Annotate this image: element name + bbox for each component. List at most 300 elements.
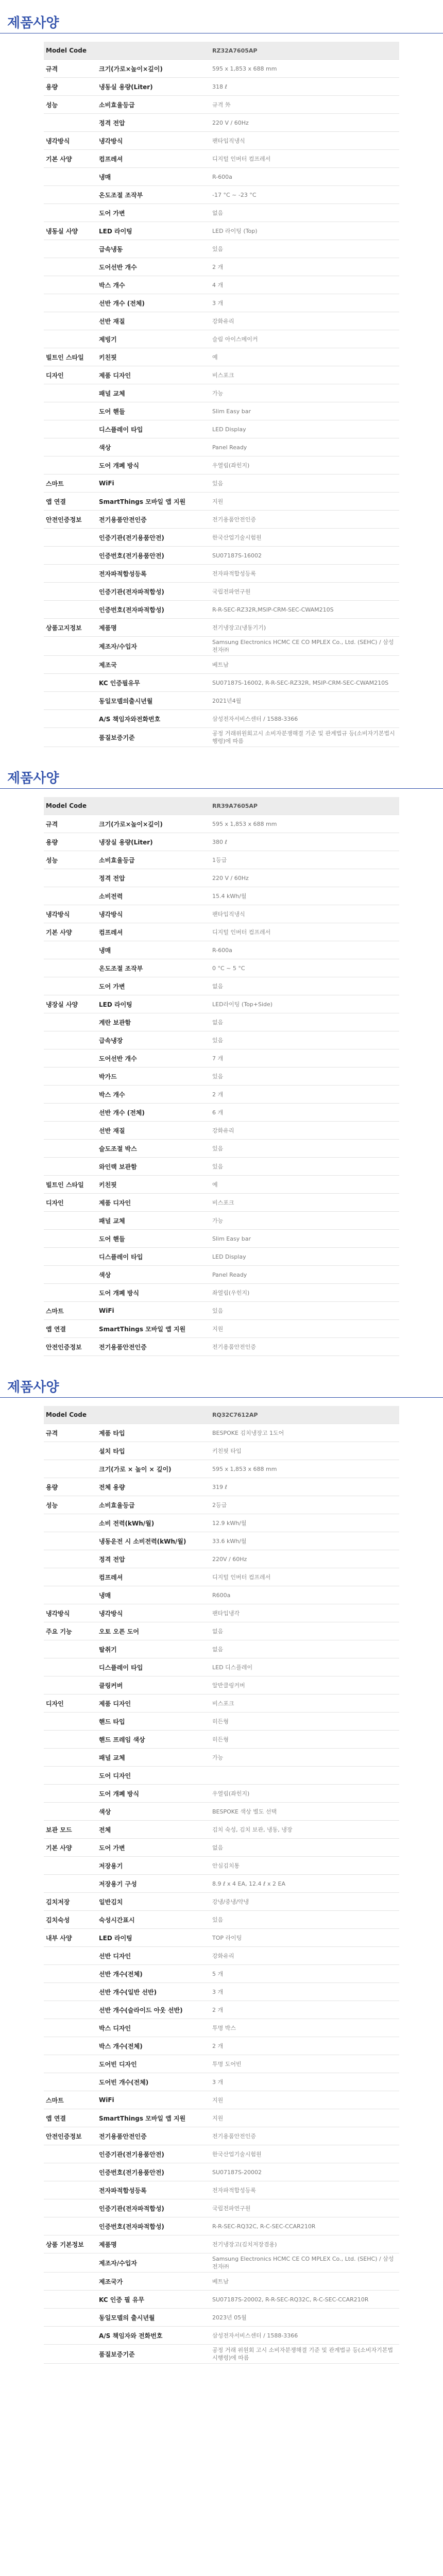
spec-label: 제빙기 — [97, 330, 210, 348]
spec-value: SU07187S-20002, R-R-SEC-RQ32C, R-C-SEC-CCAR210R — [210, 2291, 399, 2309]
spec-row — [44, 869, 399, 887]
spec-value: LED Display — [210, 1248, 399, 1266]
spec-category: 규격 — [44, 1424, 97, 1442]
spec-row — [44, 710, 399, 728]
spec-category — [44, 312, 97, 330]
spec-label: 제품 디자인 — [97, 1194, 210, 1212]
spec-value: 없음 — [210, 1013, 399, 1031]
spec-value: 있음 — [210, 240, 399, 258]
spec-value: 디지털 인버터 컴프레서 — [210, 150, 399, 168]
spec-row — [44, 1640, 399, 1658]
spec-label: 키친핏 — [97, 1176, 210, 1194]
spec-row — [44, 1803, 399, 1821]
spec-category — [44, 1049, 97, 1067]
spec-category: 안전인증정보 — [44, 2127, 97, 2145]
spec-value: 비스포크 — [210, 1694, 399, 1713]
spec-value: RR39A7605AP — [210, 797, 399, 815]
spec-label: 인증기관(전자파적합성) — [97, 2199, 210, 2217]
spec-category — [44, 583, 97, 601]
spec-row — [44, 1086, 399, 1104]
spec-category — [44, 1104, 97, 1122]
spec-label: 선반 개수 (전체) — [97, 294, 210, 312]
spec-row — [44, 923, 399, 941]
spec-category — [44, 1550, 97, 1568]
spec-value: 전기용품안전인증 — [210, 2127, 399, 2145]
spec-row — [44, 1514, 399, 1532]
spec-label: 선반 재질 — [97, 312, 210, 330]
spec-value: 투명 박스 — [210, 2019, 399, 2037]
spec-row — [44, 2127, 399, 2145]
spec-category: 빌트인 스타일 — [44, 1176, 97, 1194]
spec-row — [44, 348, 399, 366]
spec-label: WiFi — [97, 1302, 210, 1320]
spec-value: R-600a — [210, 168, 399, 186]
spec-row — [44, 619, 399, 637]
spec-category — [44, 2253, 97, 2273]
spec-value: 595 x 1,853 x 688 mm — [210, 60, 399, 78]
spec-value: 2 개 — [210, 2001, 399, 2019]
spec-value: 없음 — [210, 204, 399, 222]
spec-value: 있음 — [210, 1067, 399, 1086]
spec-label: 전자파적합성등록 — [97, 565, 210, 583]
spec-row — [44, 1767, 399, 1785]
spec-category: 앱 연결 — [44, 493, 97, 511]
spec-category — [44, 1284, 97, 1302]
spec-category: 보관 모드 — [44, 1821, 97, 1839]
spec-value: 0 °C ~ 5 °C — [210, 959, 399, 977]
spec-row — [44, 2199, 399, 2217]
spec-value: 국립전파연구원 — [210, 583, 399, 601]
spec-row — [44, 2073, 399, 2091]
spec-row — [44, 1122, 399, 1140]
spec-value: 가능 — [210, 384, 399, 402]
spec-label: 정격 전압 — [97, 1550, 210, 1568]
spec-value: 220V / 60Hz — [210, 1550, 399, 1568]
spec-label: LED 라이팅 — [97, 995, 210, 1013]
spec-row — [44, 2109, 399, 2127]
spec-category: 빌트인 스타일 — [44, 348, 97, 366]
spec-category: 기본 사양 — [44, 150, 97, 168]
spec-label: 패널 교체 — [97, 1212, 210, 1230]
spec-row — [44, 60, 399, 78]
spec-value: 팬타입직냉식 — [210, 905, 399, 923]
spec-value: LED 디스플레이 — [210, 1658, 399, 1676]
spec-category — [44, 1212, 97, 1230]
spec-category: 성능 — [44, 851, 97, 869]
spec-label: 품질보증기준 — [97, 728, 210, 747]
spec-label: 선반 개수(슬라이드 아웃 선반) — [97, 2001, 210, 2019]
spec-value: 전기용품안전인증 — [210, 511, 399, 529]
spec-row — [44, 402, 399, 420]
spec-value: -17 °C ~ -23 °C — [210, 186, 399, 204]
spec-label: 설치 타입 — [97, 1442, 210, 1460]
spec-row — [44, 2181, 399, 2199]
spec-label: 온도조절 조작부 — [97, 186, 210, 204]
spec-category: 주요 기능 — [44, 1622, 97, 1640]
spec-category — [44, 2055, 97, 2073]
spec-value: 없음 — [210, 1839, 399, 1857]
spec-category: 디자인 — [44, 1694, 97, 1713]
spec-label: 도어 핸들 — [97, 402, 210, 420]
spec-value: 전기냉장고(냉동기기) — [210, 619, 399, 637]
spec-category — [44, 529, 97, 547]
spec-value: 삼성전자서비스센터 / 1588-3366 — [210, 2327, 399, 2345]
spec-value: 우열림(좌힌지) — [210, 456, 399, 474]
spec-row — [44, 1104, 399, 1122]
spec-row — [44, 547, 399, 565]
spec-label: 냉매 — [97, 1586, 210, 1604]
spec-category — [44, 456, 97, 474]
spec-label: 전기용품안전인증 — [97, 1338, 210, 1356]
spec-row — [44, 959, 399, 977]
spec-row — [44, 420, 399, 438]
spec-row — [44, 887, 399, 905]
spec-label: 제조자/수입자 — [97, 637, 210, 656]
spec-label: 저장용기 구성 — [97, 1875, 210, 1893]
spec-category — [44, 1767, 97, 1785]
spec-category: 용량 — [44, 833, 97, 851]
spec-category — [44, 656, 97, 674]
spec-label: 디스플레이 타입 — [97, 1658, 210, 1676]
spec-category: 디자인 — [44, 1194, 97, 1212]
spec-value: 규격 外 — [210, 96, 399, 114]
spec-value: 지원 — [210, 1320, 399, 1338]
spec-row — [44, 2309, 399, 2327]
spec-row — [44, 995, 399, 1013]
spec-category — [44, 1947, 97, 1965]
model-code-row — [44, 42, 399, 60]
spec-row — [44, 438, 399, 456]
spec-category — [44, 1140, 97, 1158]
spec-category — [44, 1248, 97, 1266]
spec-value — [210, 1767, 399, 1785]
spec-category — [44, 258, 97, 276]
spec-label: 박스 개수 — [97, 276, 210, 294]
spec-label: SmartThings 모바일 앱 지원 — [97, 2109, 210, 2127]
spec-label: 소비효율등급 — [97, 851, 210, 869]
spec-label: 선반 재질 — [97, 1122, 210, 1140]
spec-value: SU07187S-20002 — [210, 2163, 399, 2181]
spec-section — [0, 0, 443, 747]
spec-row — [44, 674, 399, 692]
spec-label: 냉각방식 — [97, 132, 210, 150]
spec-row — [44, 1947, 399, 1965]
spec-label: A/S 책임자와전화번호 — [97, 710, 210, 728]
spec-label: 품질보증기준 — [97, 2345, 210, 2364]
spec-category — [44, 2163, 97, 2181]
spec-label: 냉동실 용량(Liter) — [97, 78, 210, 96]
spec-value: 키친핏 타입 — [210, 1442, 399, 1460]
spec-label: 탈취기 — [97, 1640, 210, 1658]
spec-value: 220 V / 60Hz — [210, 869, 399, 887]
spec-value: 우열림(좌힌지) — [210, 1785, 399, 1803]
spec-row — [44, 1586, 399, 1604]
spec-value: 안심김치통 — [210, 1857, 399, 1875]
spec-category: 앱 연결 — [44, 2109, 97, 2127]
spec-value: 한국산업기술시험원 — [210, 2145, 399, 2163]
spec-label: 소비효율등급 — [97, 96, 210, 114]
spec-value: LED 라이팅 (Top) — [210, 222, 399, 240]
spec-value: 공정 거래 위원회 고시 소비자분쟁해결 기준 및 관계법규 등(소비자기본법 시행령)에 따름 — [210, 2345, 399, 2364]
spec-value: 3 개 — [210, 294, 399, 312]
spec-label: 도어 가변 — [97, 1839, 210, 1857]
spec-category — [44, 2327, 97, 2345]
spec-label: 인증기관(전자파적합성) — [97, 583, 210, 601]
spec-value: 비스포크 — [210, 1194, 399, 1212]
spec-category: 용량 — [44, 78, 97, 96]
spec-row — [44, 1320, 399, 1338]
spec-row — [44, 1338, 399, 1356]
spec-label: 급속냉장 — [97, 1031, 210, 1049]
spec-row — [44, 1284, 399, 1302]
spec-value: 없음 — [210, 1640, 399, 1658]
spec-label: WiFi — [97, 474, 210, 493]
spec-category — [44, 2145, 97, 2163]
spec-row — [44, 276, 399, 294]
spec-category: 안전인증정보 — [44, 511, 97, 529]
spec-category — [44, 565, 97, 583]
spec-label: 클링커버 — [97, 1676, 210, 1694]
spec-row — [44, 2091, 399, 2109]
spec-label: A/S 책임자와 전화번호 — [97, 2327, 210, 2345]
spec-category — [44, 2001, 97, 2019]
spec-row — [44, 941, 399, 959]
spec-row — [44, 583, 399, 601]
spec-category: 규격 — [44, 815, 97, 833]
spec-value: 예 — [210, 1176, 399, 1194]
spec-category: 용량 — [44, 1478, 97, 1496]
spec-label: 컴프레셔 — [97, 923, 210, 941]
spec-value: LED Display — [210, 420, 399, 438]
model-code-row — [44, 1406, 399, 1424]
spec-row — [44, 1785, 399, 1803]
spec-category — [44, 1875, 97, 1893]
spec-label: 박가드 — [97, 1067, 210, 1086]
spec-row — [44, 1031, 399, 1049]
spec-value: 한국산업기술시험원 — [210, 529, 399, 547]
spec-row — [44, 2217, 399, 2235]
spec-value: 비스포크 — [210, 366, 399, 384]
spec-row — [44, 240, 399, 258]
spec-value: 투명 도어빈 — [210, 2055, 399, 2073]
spec-row — [44, 905, 399, 923]
spec-row — [44, 728, 399, 747]
spec-category — [44, 941, 97, 959]
spec-label: 박스 디자인 — [97, 2019, 210, 2037]
spec-row — [44, 1067, 399, 1086]
spec-category — [44, 692, 97, 710]
spec-category — [44, 1568, 97, 1586]
spec-table — [44, 1406, 399, 2364]
spec-category — [44, 2019, 97, 2037]
spec-label: 냉각방식 — [97, 905, 210, 923]
spec-value: 강화유리 — [210, 1947, 399, 1965]
spec-category — [44, 168, 97, 186]
section-divider — [0, 1397, 443, 1398]
spec-label: 크기(가로 × 높이 × 깊이) — [97, 1460, 210, 1478]
spec-value: Samsung Electronics HCMC CE CO MPLEX Co., Ltd. (SEHC) / 삼성전자㈜ — [210, 637, 399, 656]
spec-value: 33.6 kWh/월 — [210, 1532, 399, 1550]
spec-category: 냉각방식 — [44, 1604, 97, 1622]
spec-category — [44, 710, 97, 728]
spec-category — [44, 1460, 97, 1478]
spec-value: 없음 — [210, 1622, 399, 1640]
spec-category: Model Code — [44, 42, 97, 60]
spec-value: 319 ℓ — [210, 1478, 399, 1496]
spec-row — [44, 78, 399, 96]
spec-row — [44, 114, 399, 132]
spec-category: 성능 — [44, 96, 97, 114]
spec-category — [44, 601, 97, 619]
spec-category — [44, 2181, 97, 2199]
spec-category: 스마트 — [44, 1302, 97, 1320]
spec-category — [44, 204, 97, 222]
spec-category — [44, 1013, 97, 1031]
spec-value: 디지털 인버터 컴프레서 — [210, 923, 399, 941]
spec-value: 팬타입냉각 — [210, 1604, 399, 1622]
spec-label: 컴프레셔 — [97, 150, 210, 168]
spec-category — [44, 977, 97, 995]
spec-row — [44, 2273, 399, 2291]
spec-value: R-R-SEC-RQ32C, R-C-SEC-CCAR210R — [210, 2217, 399, 2235]
spec-row — [44, 1731, 399, 1749]
spec-value: 삼성전자서비스센터 / 1588-3366 — [210, 710, 399, 728]
spec-category: 안전인증정보 — [44, 1338, 97, 1356]
spec-label: 일반김치 — [97, 1893, 210, 1911]
spec-value: 강화유리 — [210, 312, 399, 330]
spec-label: 인증번호(전자파적합성) — [97, 2217, 210, 2235]
spec-label — [97, 1406, 210, 1424]
spec-row — [44, 1857, 399, 1875]
spec-row — [44, 637, 399, 656]
spec-label: 선반 개수(전체) — [97, 1965, 210, 1983]
spec-category: 냉각방식 — [44, 132, 97, 150]
spec-label: 제품명 — [97, 2235, 210, 2253]
spec-category: 스마트 — [44, 2091, 97, 2109]
spec-category — [44, 2037, 97, 2055]
spec-value: 있음 — [210, 474, 399, 493]
spec-category — [44, 1230, 97, 1248]
spec-row — [44, 511, 399, 529]
spec-value: 전기용품안전인증 — [210, 1338, 399, 1356]
spec-row — [44, 168, 399, 186]
spec-category: 규격 — [44, 60, 97, 78]
spec-category — [44, 2291, 97, 2309]
spec-label: 냉매 — [97, 941, 210, 959]
spec-row — [44, 565, 399, 583]
spec-value: 4 개 — [210, 276, 399, 294]
spec-label: KC 인증필유무 — [97, 674, 210, 692]
spec-row — [44, 222, 399, 240]
spec-category — [44, 2199, 97, 2217]
spec-label: 제조국 — [97, 656, 210, 674]
spec-row — [44, 1893, 399, 1911]
spec-label: 색상 — [97, 1803, 210, 1821]
spec-category — [44, 1713, 97, 1731]
spec-label: 선반 개수 (전체) — [97, 1104, 210, 1122]
spec-value: 히든형 — [210, 1731, 399, 1749]
spec-label: KC 인증 필 유무 — [97, 2291, 210, 2309]
spec-value: 5 개 — [210, 1965, 399, 1983]
spec-category — [44, 330, 97, 348]
spec-label: 숙성시간표시 — [97, 1911, 210, 1929]
spec-value: Samsung Electronics HCMC CE CO MPLEX Co., Ltd. (SEHC) / 삼성전자㈜ — [210, 2253, 399, 2273]
spec-value: 가능 — [210, 1212, 399, 1230]
spec-row — [44, 851, 399, 869]
spec-label: 제품명 — [97, 619, 210, 637]
spec-category: 김치숙성 — [44, 1911, 97, 1929]
spec-label: 도어선반 개수 — [97, 258, 210, 276]
spec-value: R-R-SEC-RZ32R,MSIP-CRM-SEC-CWAM210S — [210, 601, 399, 619]
spec-value: 12.9 kWh/월 — [210, 1514, 399, 1532]
spec-value: 히든형 — [210, 1713, 399, 1731]
spec-label: 크기(가로×높이×깊이) — [97, 815, 210, 833]
spec-category — [44, 186, 97, 204]
spec-value: Panel Ready — [210, 438, 399, 456]
spec-category — [44, 1857, 97, 1875]
spec-value: Slim Easy bar — [210, 402, 399, 420]
spec-row — [44, 493, 399, 511]
spec-value: 전자파적합성등록 — [210, 2181, 399, 2199]
section-title: 제품사양 — [7, 1380, 59, 1395]
spec-row — [44, 1749, 399, 1767]
spec-row — [44, 1550, 399, 1568]
spec-value: 6 개 — [210, 1104, 399, 1122]
spec-label: 전기용품안전인증 — [97, 511, 210, 529]
spec-category — [44, 384, 97, 402]
spec-label: 도어선반 개수 — [97, 1049, 210, 1067]
spec-row — [44, 186, 399, 204]
spec-value: 강냉/중냉/약냉 — [210, 1893, 399, 1911]
spec-row — [44, 1158, 399, 1176]
spec-row — [44, 2327, 399, 2345]
spec-row — [44, 977, 399, 995]
spec-label: 키친핏 — [97, 348, 210, 366]
spec-category — [44, 402, 97, 420]
spec-label: 선반 개수(일반 선반) — [97, 1983, 210, 2001]
spec-label: 색상 — [97, 438, 210, 456]
spec-row — [44, 330, 399, 348]
spec-row — [44, 1983, 399, 2001]
spec-value: 있음 — [210, 1140, 399, 1158]
spec-category — [44, 1676, 97, 1694]
spec-row — [44, 656, 399, 674]
spec-row — [44, 833, 399, 851]
spec-label: 냉매 — [97, 168, 210, 186]
spec-value: 지원 — [210, 493, 399, 511]
spec-category — [44, 2217, 97, 2235]
spec-label: 제품 디자인 — [97, 366, 210, 384]
spec-label: 슬도조절 박스 — [97, 1140, 210, 1158]
spec-value: 3 개 — [210, 1983, 399, 2001]
spec-value: 3 개 — [210, 2073, 399, 2091]
spec-label: 인증번호(전자파적합성) — [97, 601, 210, 619]
spec-category: 앱 연결 — [44, 1320, 97, 1338]
spec-category: 상품고지정보 — [44, 619, 97, 637]
section-title: 제품사양 — [7, 771, 59, 786]
spec-row — [44, 2037, 399, 2055]
spec-row — [44, 2001, 399, 2019]
spec-row — [44, 312, 399, 330]
spec-label: 도어 가변 — [97, 204, 210, 222]
spec-value: Panel Ready — [210, 1266, 399, 1284]
spec-row — [44, 1929, 399, 1947]
spec-category — [44, 959, 97, 977]
spec-row — [44, 258, 399, 276]
spec-value: 2등급 — [210, 1496, 399, 1514]
spec-value: 7 개 — [210, 1049, 399, 1067]
spec-value: 알반클링커버 — [210, 1676, 399, 1694]
